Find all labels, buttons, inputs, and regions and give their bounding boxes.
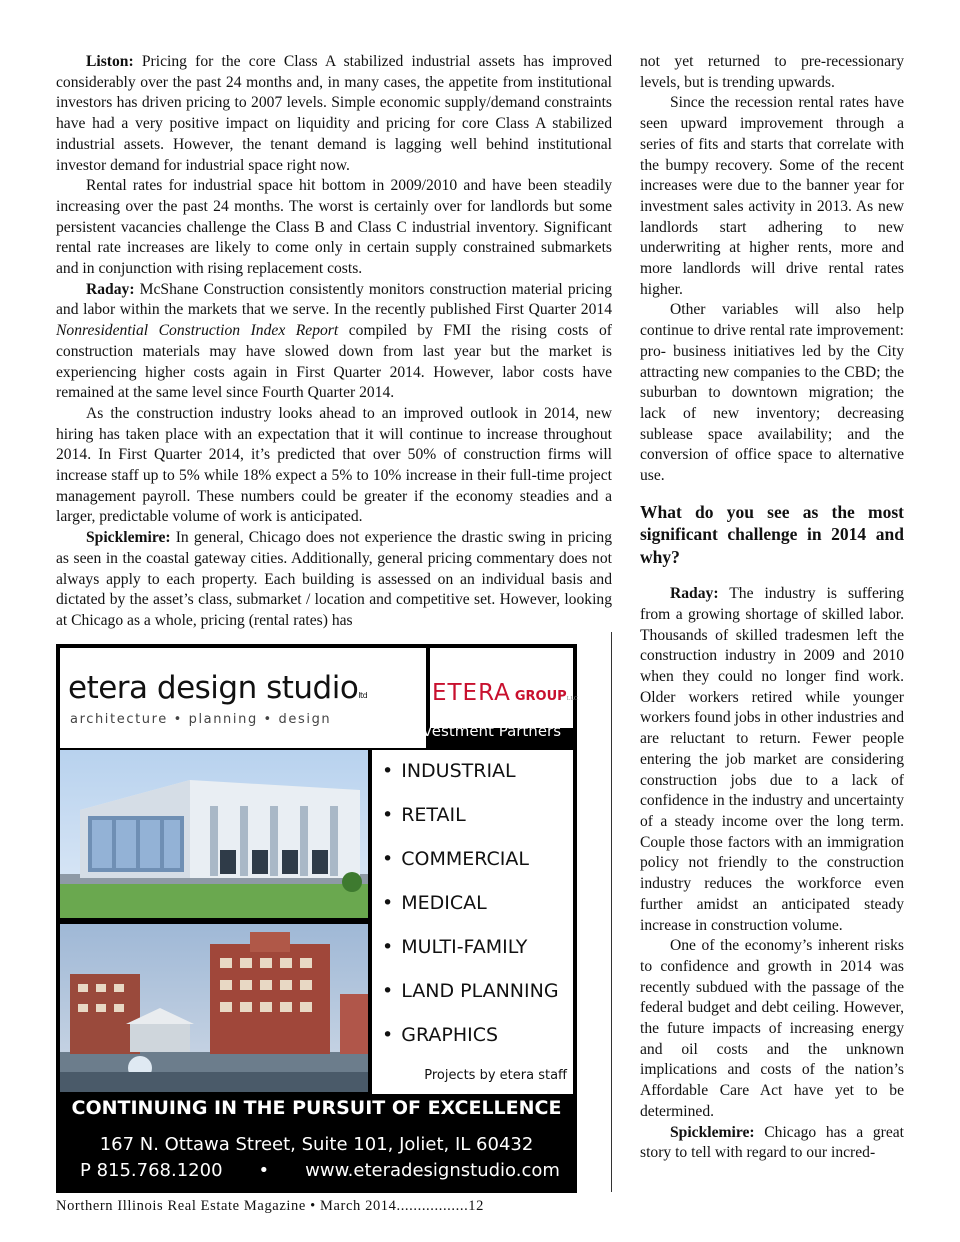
group-word: GROUP bbox=[514, 689, 567, 704]
bullet-icon: • bbox=[382, 980, 394, 1002]
ad-contact-line bbox=[80, 1160, 560, 1181]
speaker-name: Spicklemire: bbox=[670, 1123, 755, 1141]
article-paragraph bbox=[640, 300, 904, 486]
article-paragraph bbox=[56, 280, 612, 404]
brand-logo bbox=[68, 670, 367, 706]
page-footer: Northern Illinois Real Estate Magazine • March 2014.................12 bbox=[56, 1198, 485, 1214]
speaker-name: Raday: bbox=[86, 280, 135, 298]
services-panel bbox=[372, 750, 573, 1094]
paragraph-text: In general, Chicago does not experience the drastic swing in pricing as seen in the coastal gateway cities. Additionally, general pricing commentary does not always apply to each property. Each building is assessed on an individual basis and dictated by the asset’s class, submarket / location and competitive set. However, looking at Chicago as a whole, pricing (rental rates) has bbox=[56, 529, 612, 629]
paragraph-text: Rental rates for industrial space hit bottom in 2009/2010 and have been steadily increasing over the past 24 months. The worst is certainly over for landlords but some persistent vacancies challenge the Class B and Class C industrial inventory. Significant rental rate increases are likely to come only in certain supply constrained submarkets and in conjunction with rising replacement costs. bbox=[56, 177, 612, 278]
service-item bbox=[382, 980, 559, 1002]
article-paragraph bbox=[56, 404, 612, 528]
column-divider bbox=[611, 632, 612, 1192]
left-column bbox=[56, 52, 612, 632]
article-paragraph bbox=[56, 52, 612, 176]
service-label: MULTI-FAMILY bbox=[401, 936, 528, 958]
article-paragraph bbox=[640, 52, 904, 93]
service-item bbox=[382, 892, 487, 914]
service-label: GRAPHICS bbox=[401, 1024, 499, 1046]
ad-address: 167 N. Ottawa Street, Suite 101, Joliet, IL 60432 bbox=[99, 1134, 534, 1155]
article-paragraph bbox=[640, 584, 904, 936]
article-paragraph bbox=[640, 936, 904, 1122]
ad-website: www.eteradesignstudio.com bbox=[305, 1160, 560, 1181]
group-logo bbox=[430, 680, 580, 706]
service-label: RETAIL bbox=[401, 804, 466, 826]
right-column bbox=[640, 52, 904, 1164]
paragraph-text: Other variables will also help continue to drive rental rate improvement: pro- business initiatives led by the City attracting new companies to the CBD; the suburban to downtown migration; the lack of new inventory; decreasing sublease space availability; and the conversion of office space to alternative use. bbox=[640, 301, 904, 485]
group-logo-panel bbox=[430, 648, 579, 728]
paragraph-text: The industry is suffering from a growing shortage of skilled labor. Thousands of skilled tradesmen left the construction industry in 2009 and 2010 when they could no longer find work. Older workers retired while younger workers found jobs in other industries and are reluctant to return. Fewer people entering the job market are considering construction jobs due to a lack of confidence in the industry and uncertainty of a steady income over the long term. Couple those factors with an immigration policy not friendly to the construction industry reduces the workforce even further amidst an anticipated steady increase in construction volume. bbox=[640, 585, 904, 934]
interview-question: What do you see as the most significant challenge in 2014 and why? bbox=[640, 501, 904, 567]
ad-contact-separator: • bbox=[258, 1160, 270, 1181]
bullet-icon: • bbox=[382, 848, 394, 870]
service-item bbox=[382, 760, 516, 782]
paragraph-text: Pricing for the core Class A stabilized industrial assets has improved considerably over the past 24 months and, in many cases, the appetite from institutional investors has driven pricing to 2007 levels. Simple economic supply/demand constraints have had a very positive impact on liquidity and pricing for core Class A stabilized industrial assets. However, the tenant demand is lagging well behind institutional investor demand for industrial space right now. bbox=[56, 53, 612, 174]
bullet-icon: • bbox=[382, 804, 394, 826]
bullet-icon: • bbox=[382, 760, 394, 782]
service-item bbox=[382, 804, 466, 826]
article-paragraph bbox=[56, 176, 612, 280]
spacer bbox=[640, 568, 904, 584]
group-mark: ETERA bbox=[431, 680, 511, 706]
brand-name: etera design studio bbox=[68, 670, 359, 706]
speaker-name: Spicklemire: bbox=[86, 529, 171, 547]
service-label: MEDICAL bbox=[401, 892, 487, 914]
service-label: LAND PLANNING bbox=[401, 980, 559, 1002]
paragraph-text: One of the economy’s inherent risks to confidence and growth in 2014 was recently subdued with the passage of the federal budget and debt ceiling. However, the future impacts of increasing energy and oil costs and the unknown implications and costs of the nation’s Affordable Care Act have yet to be determined. bbox=[640, 937, 904, 1120]
service-label: COMMERCIAL bbox=[401, 848, 529, 870]
article-paragraph bbox=[56, 528, 612, 632]
investment-partners: Investment Partners bbox=[408, 722, 562, 740]
speaker-name: Liston: bbox=[86, 53, 134, 70]
bullet-icon: • bbox=[382, 936, 394, 958]
staff-note: Projects by etera staff bbox=[424, 1068, 567, 1083]
group-suffix: LLC bbox=[566, 696, 579, 702]
paragraph-text: Chicago has a great story to tell with regard to our incred- bbox=[640, 1123, 904, 1162]
bullet-icon: • bbox=[382, 1024, 394, 1046]
ad-tagline: CONTINUING IN THE PURSUIT OF EXCELLENCE bbox=[71, 1097, 562, 1119]
paragraph-text: not yet returned to pre-recessionary levels, but is trending upwards. bbox=[640, 53, 904, 91]
paragraph-text: McShane Construction consistently monitors construction material pricing and labor within the markets that we serve. In the recently published First Quarter 2014 bbox=[56, 280, 612, 319]
industrial-building-photo bbox=[60, 750, 368, 918]
service-label: INDUSTRIAL bbox=[401, 760, 516, 782]
brand-tagline: architecture • planning • design bbox=[70, 712, 332, 727]
advertisement bbox=[56, 644, 577, 1193]
multifamily-building-photo bbox=[60, 924, 368, 1092]
paragraph-text: Since the recession rental rates have seen upward improvement through a series of fits and starts that correlate with the bumpy recovery. Some of the recent increases were due to the banner year for investment sales activity in 2013. As new landlords start adhering to new underwriting at higher rents, more and more landlords will drive rental rates higher. bbox=[640, 94, 904, 298]
service-item bbox=[382, 1024, 498, 1046]
paragraph-text: compiled by FMI the rising costs of construction materials may have slowed down from last year but the market is experiencing higher costs again in First Quarter 2014. However, labor costs have remained at the same level since Fourth Quarter 2014. bbox=[56, 322, 613, 402]
article-paragraph bbox=[640, 93, 904, 300]
bullet-icon: • bbox=[382, 892, 394, 914]
paragraph-text: As the construction industry looks ahead to an improved outlook in 2014, new hiring has taken place with an expectation that it will continue to increase throughout 2014. In First Quarter 2014, it’s predicted that over 50% of construction firms will increase staff up to 5% while 18% expect a 5% to 10% increase in their full-time project management payroll. These numbers could be greater if the economy steadies and a larger, predictable volume of work is anticipated. bbox=[56, 404, 612, 526]
article-paragraph bbox=[640, 1123, 904, 1164]
service-item bbox=[382, 848, 529, 870]
ad-phone: P 815.768.1200 bbox=[80, 1160, 223, 1181]
ad-logo-panel bbox=[60, 648, 426, 748]
report-title: Nonresidential Construction Index Report bbox=[56, 322, 339, 340]
brand-suffix: ltd bbox=[358, 691, 368, 700]
speaker-name: Raday: bbox=[670, 585, 719, 603]
service-item bbox=[382, 936, 527, 958]
